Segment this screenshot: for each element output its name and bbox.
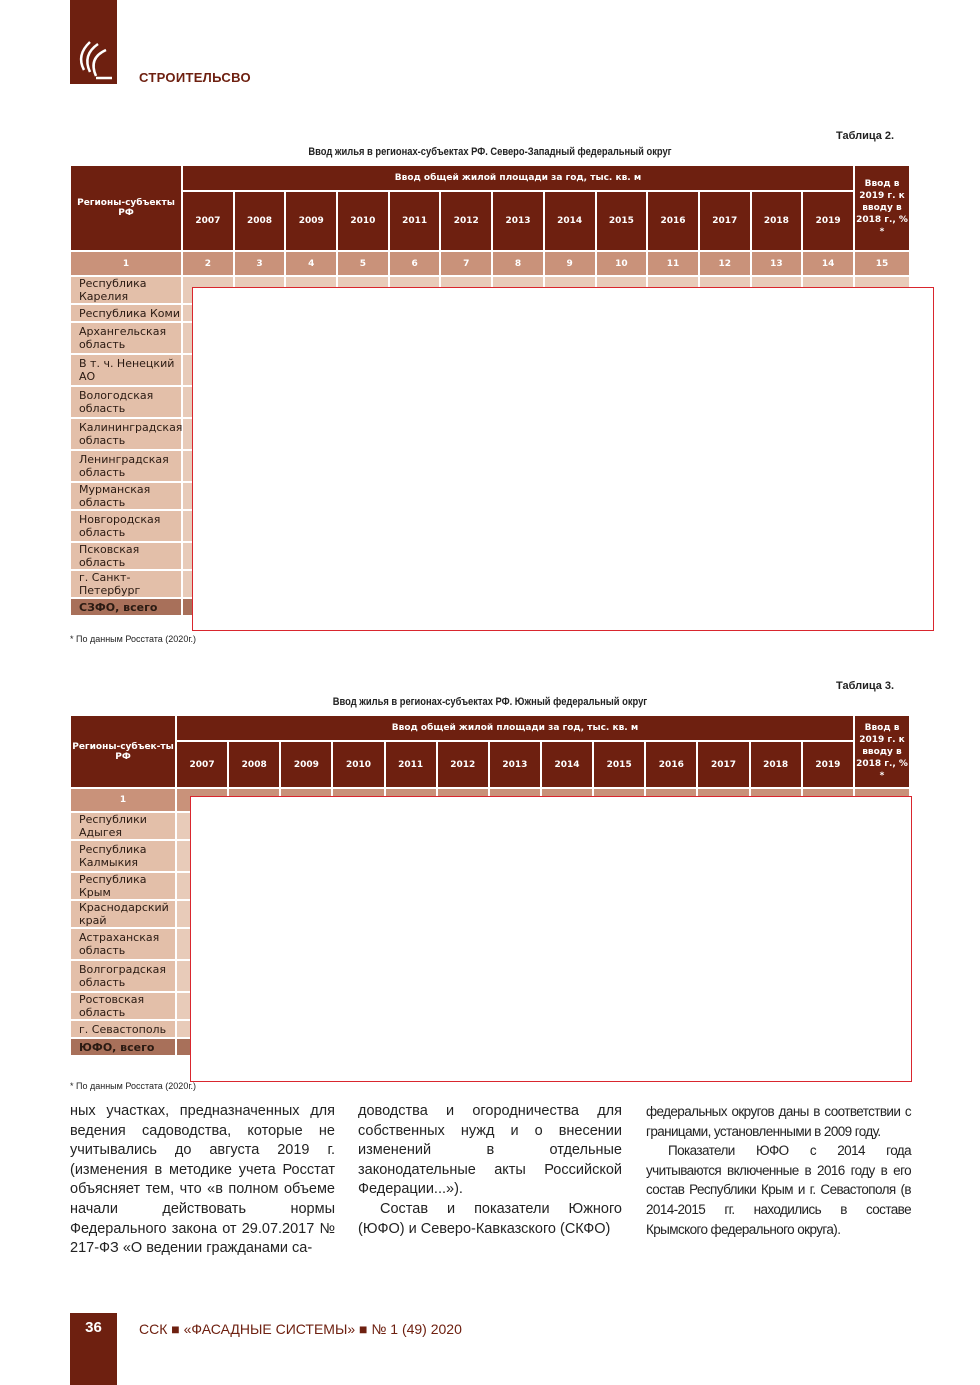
paragraph: федеральных округов даны в соответствии с границами, установленными в 2009 году. [646, 1104, 911, 1139]
paragraph: Показатели ЮФО с 2014 года учитываются включенные в 2016 году в его состав Республики Крым и г. Севастополя (в 2014-2015 гг. находились в составе Крымского федерального округа). [646, 1143, 911, 1237]
text-column-3 [646, 1102, 911, 1239]
col-band-header: Ввод общей жилой площади за год, тыс. кв. м [183, 166, 853, 190]
region-name: Калининградская область [71, 419, 181, 449]
section-title: СТРОИТЕЛЬСВО [139, 70, 251, 85]
column-number: 1 [71, 789, 175, 811]
page-number: 36 [85, 1319, 102, 1336]
year-header: 2017 [700, 192, 750, 250]
text-column-1 [70, 1102, 335, 1259]
table2-note: * По данным Росстата (2020г.) [70, 634, 196, 644]
year-header: 2012 [438, 742, 488, 787]
region-name: Мурманская область [71, 483, 181, 509]
region-name: Псковская область [71, 543, 181, 569]
year-header: 2007 [177, 742, 227, 787]
redacted-area [192, 287, 934, 631]
col-region-header: Регионы-субъек-ты РФ [71, 716, 175, 787]
region-name: Республика Карелия [71, 277, 181, 303]
year-header: 2014 [545, 192, 595, 250]
year-header: 2013 [490, 742, 540, 787]
year-header: 2011 [390, 192, 440, 250]
column-number: 1 [71, 252, 181, 275]
text-column-2 [358, 1102, 622, 1239]
year-header: 2016 [646, 742, 696, 787]
column-number: 13 [752, 252, 802, 275]
column-number: 10 [597, 252, 647, 275]
year-header: 2011 [386, 742, 436, 787]
column-number: 7 [441, 252, 491, 275]
region-name: Архангельская область [71, 323, 181, 353]
region-name: Республика Крым [71, 873, 175, 899]
journal-info: ССК ■ «ФАСАДНЫЕ СИСТЕМЫ» ■ № 1 (49) 2020 [139, 1321, 462, 1337]
col-last-header: Ввод в 2019 г. к вводу в 2018 г., % * [855, 166, 909, 250]
total-label: СЗФО, всего [71, 599, 181, 615]
column-number: 6 [390, 252, 440, 275]
year-header: 2017 [698, 742, 748, 787]
table3-note: * По данным Росстата (2020г.) [70, 1081, 196, 1091]
year-header: 2015 [597, 192, 647, 250]
region-name: Ростовская область [71, 993, 175, 1019]
paragraph: ных участках, предназначенных для ведения садоводства, которые не учитывались до августа 2019 г. (изменения в методике учета Росстат объясняет тем, что «в полном объеме начали действовать нормы Федерального закона от 29.07.2017 № 217-ФЗ «О ведении гражданами са- [70, 1103, 335, 1257]
header-bar [70, 0, 117, 84]
region-name: Республика Коми [71, 305, 181, 321]
year-header: 2016 [648, 192, 698, 250]
column-number: 15 [855, 252, 909, 275]
year-header: 2009 [281, 742, 331, 787]
region-name: Краснодарский край [71, 901, 175, 927]
year-header: 2010 [333, 742, 383, 787]
total-label: ЮФО, всего [71, 1039, 175, 1055]
logo-icon [70, 0, 117, 84]
column-number: 9 [545, 252, 595, 275]
year-header: 2019 [803, 192, 853, 250]
year-header: 2018 [751, 742, 801, 787]
year-header: 2010 [338, 192, 388, 250]
region-name: Новгородская область [71, 511, 181, 541]
table2-title: Ввод жилья в регионах-субъектах РФ. Северо-Западный федеральный округ [308, 146, 672, 158]
region-name: В т. ч. Ненецкий АО [71, 355, 181, 385]
region-name: г. Санкт-Петербург [71, 571, 181, 597]
region-name: Ленинградская область [71, 451, 181, 481]
region-name: Республика Калмыкия [71, 841, 175, 871]
column-number: 12 [700, 252, 750, 275]
year-header: 2014 [542, 742, 592, 787]
paragraph: доводства и огородничества для собственных нужд и о внесении изменений в отдельные законодательные акты Российской Федерации...»). [358, 1103, 622, 1198]
col-last-header: Ввод в 2019 г. к вводу в 2018 г., % * [855, 716, 909, 787]
region-name: Волгоградская область [71, 961, 175, 991]
year-header: 2019 [803, 742, 853, 787]
col-band-header: Ввод общей жилой площади за год, тыс. кв. м [177, 716, 853, 740]
table2-label: Таблица 2. [836, 130, 895, 142]
column-number: 3 [235, 252, 285, 275]
year-header: 2007 [183, 192, 233, 250]
column-number: 14 [803, 252, 853, 275]
region-name: Астраханская область [71, 929, 175, 959]
table3-label: Таблица 3. [836, 680, 895, 692]
column-number: 8 [493, 252, 543, 275]
column-number: 4 [286, 252, 336, 275]
column-number: 2 [183, 252, 233, 275]
col-region-header: Регионы-субъекты РФ [71, 166, 181, 250]
region-name: Республики Адыгея [71, 813, 175, 839]
table3-title: Ввод жилья в регионах-субъектах РФ. Южный федеральный округ [332, 696, 648, 708]
column-number: 5 [338, 252, 388, 275]
year-header: 2018 [752, 192, 802, 250]
region-name: Вологодская область [71, 387, 181, 417]
year-header: 2013 [493, 192, 543, 250]
year-header: 2008 [229, 742, 279, 787]
region-name: г. Севастополь [71, 1021, 175, 1037]
paragraph: Состав и показатели Южного (ЮФО) и Северо-Кавказского (СКФО) [358, 1200, 622, 1237]
year-header: 2012 [441, 192, 491, 250]
year-header: 2009 [286, 192, 336, 250]
year-header: 2008 [235, 192, 285, 250]
column-number: 11 [648, 252, 698, 275]
year-header: 2015 [594, 742, 644, 787]
redacted-area [190, 796, 912, 1082]
